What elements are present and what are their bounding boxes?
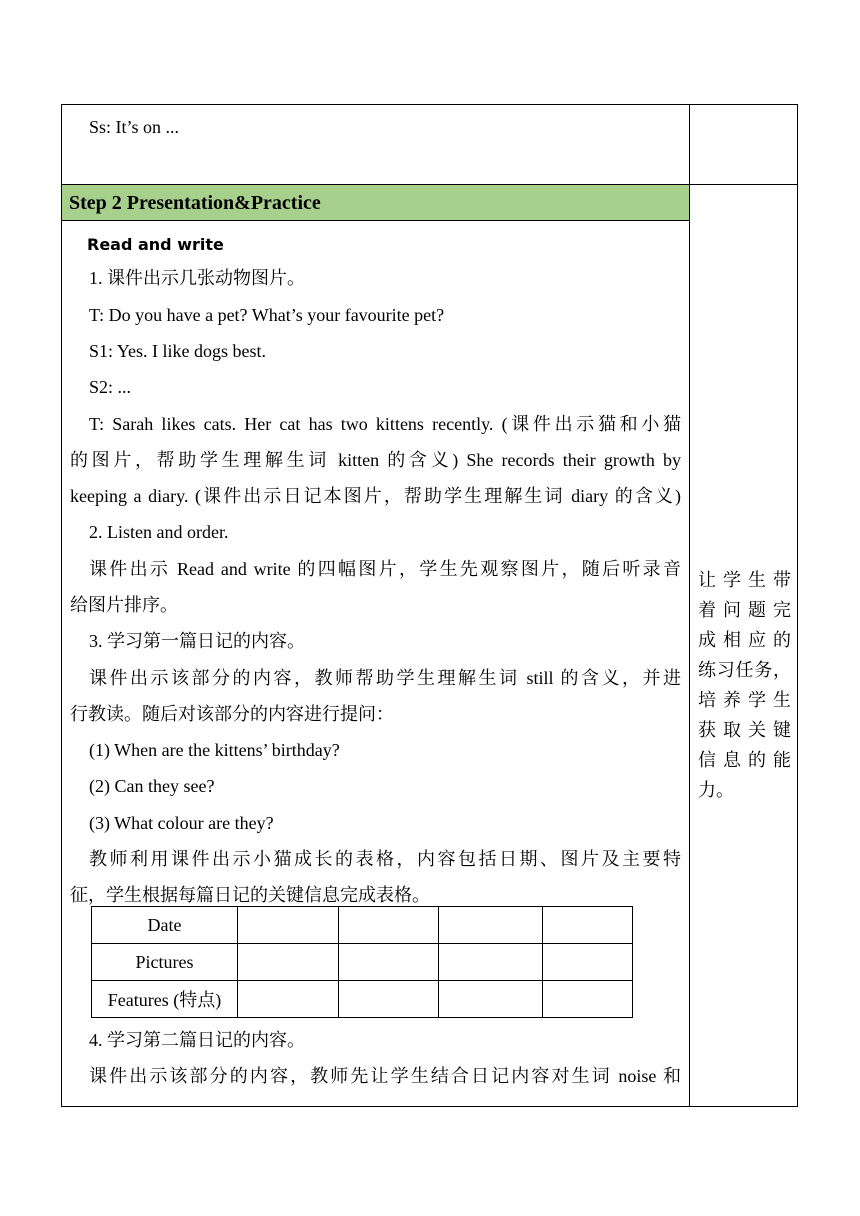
line-11: 课件出示该部分的内容，教师帮助学生理解生词 still 的含义，并进 <box>89 668 681 688</box>
table-row <box>92 981 633 1018</box>
line-10: 3. 学习第一篇日记的内容。 <box>89 631 305 651</box>
previous-step-row <box>62 105 689 184</box>
subheading: Read and write <box>87 235 224 254</box>
step-title: Step 2 Presentation&Practice <box>69 192 321 214</box>
line-6: keeping a diary. (课件出示日记本图片，帮助学生理解生词 diary 的含义) <box>70 486 681 506</box>
line-18: 4. 学习第二篇日记的内容。 <box>89 1030 305 1050</box>
table-cell <box>238 944 339 981</box>
line-12: 行教读。随后对该部分的内容进行提问： <box>70 704 394 724</box>
line-19: 课件出示该部分的内容，教师先让学生结合日记内容对生词 noise 和 <box>89 1066 681 1086</box>
note-line: 培养学生 <box>698 690 791 710</box>
line-1: T: Do you have a pet? What’s your favourite pet? <box>89 305 445 325</box>
note-line: 成相应的 <box>698 630 791 650</box>
line-16: 教师利用课件出示小猫成长的表格，内容包括日期、图片及主要特 <box>89 849 681 869</box>
line-4: T: Sarah likes cats. Her cat has two kittens recently. (课件出示猫和小猫 <box>89 414 681 434</box>
line-0: 1. 课件出示几张动物图片。 <box>89 268 305 288</box>
growth-table <box>91 906 633 1018</box>
table-cell <box>543 907 633 944</box>
table-cell <box>339 944 439 981</box>
step-header <box>62 185 689 221</box>
line-13: (1) When are the kittens’ birthday? <box>89 740 340 760</box>
table-cell: Features (特点) <box>92 981 238 1018</box>
note-line: 让学生带 <box>698 570 791 590</box>
table-row <box>92 907 633 944</box>
table-cell <box>238 907 339 944</box>
table-cell <box>238 981 339 1018</box>
line-5: 的图片，帮助学生理解生词 kitten 的含义) She records their growth by <box>70 450 681 470</box>
line-8: 课件出示 Read and write 的四幅图片，学生先观察图片，随后听录音 <box>89 559 681 579</box>
line-7: 2. Listen and order. <box>89 522 229 542</box>
table-cell <box>439 907 543 944</box>
table-cell <box>543 944 633 981</box>
table-cell <box>339 907 439 944</box>
line-15: (3) What colour are they? <box>89 813 274 833</box>
line-17: 征，学生根据每篇日记的关键信息完成表格。 <box>70 885 430 905</box>
design-intent-note <box>698 565 791 805</box>
column-divider <box>689 105 690 1106</box>
table-cell <box>439 981 543 1018</box>
line-3: S2: ... <box>89 377 132 397</box>
table-cell <box>339 981 439 1018</box>
line-2: S1: Yes. I like dogs best. <box>89 341 267 361</box>
note-line: 获取关键 <box>698 720 791 740</box>
table-row <box>92 944 633 981</box>
table-cell: Pictures <box>92 944 238 981</box>
table-cell <box>543 981 633 1018</box>
line-9: 给图片排序。 <box>70 595 178 615</box>
note-line: 信息的能 <box>698 750 791 770</box>
table-cell: Date <box>92 907 238 944</box>
note-line: 力。 <box>698 780 734 800</box>
note-line: 练习任务， <box>698 660 791 680</box>
line-14: (2) Can they see? <box>89 776 215 796</box>
note-line: 着问题完 <box>698 600 791 620</box>
table-cell <box>439 944 543 981</box>
lesson-table <box>61 104 798 1107</box>
row1-text: Ss: It’s on ... <box>89 117 180 137</box>
